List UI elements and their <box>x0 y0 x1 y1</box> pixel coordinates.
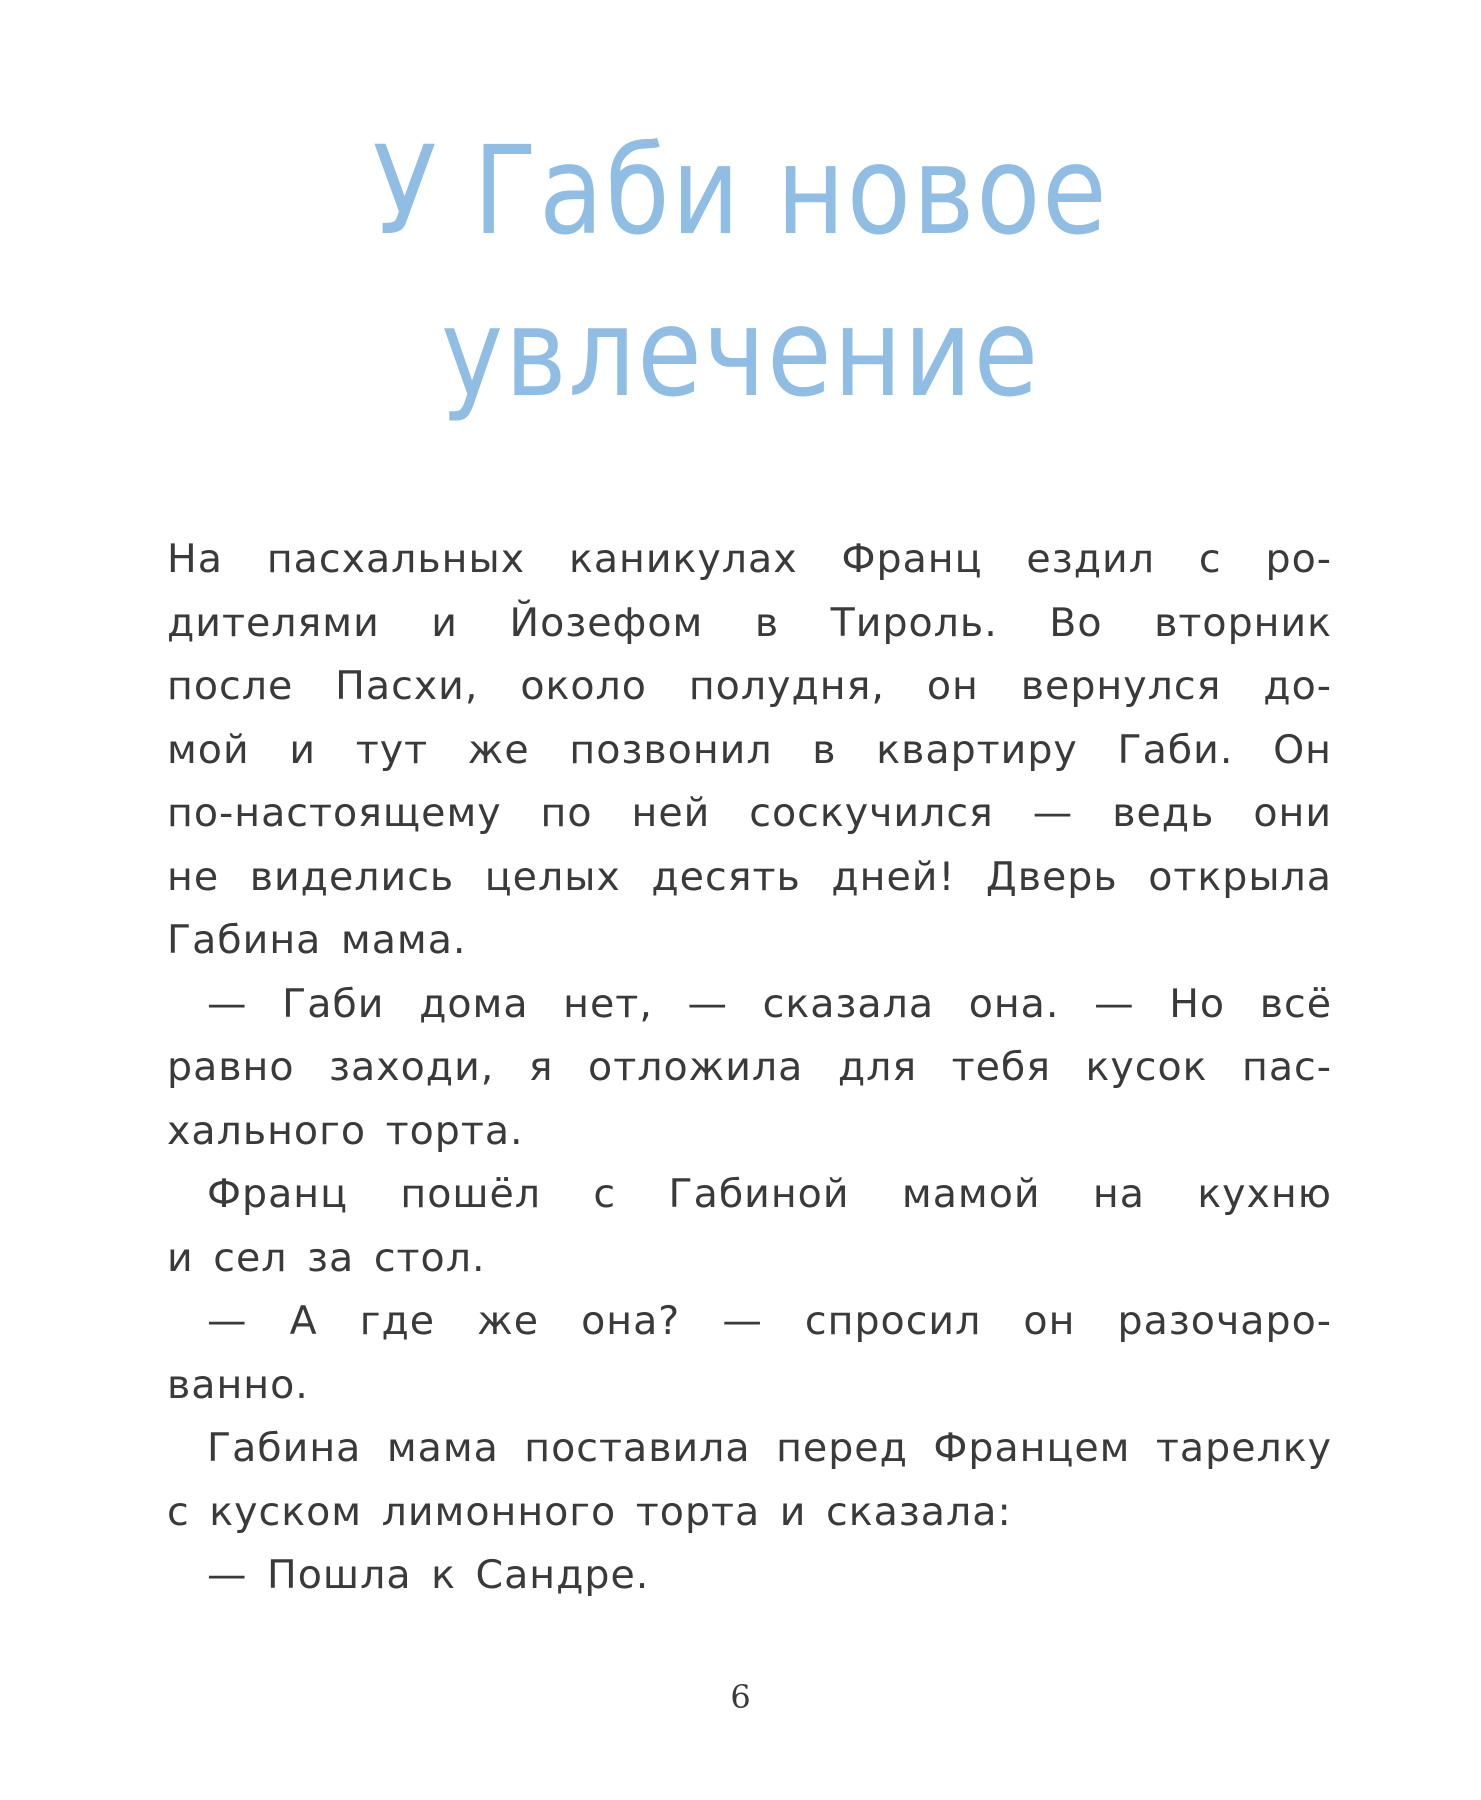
page-number: 6 <box>730 1678 751 1716</box>
body-text <box>167 528 1332 1608</box>
paragraph-5 <box>167 1417 1332 1544</box>
text-line: ванно. <box>167 1361 309 1408</box>
paragraph-1 <box>167 528 1332 973</box>
text-line: после Пасхи, около полудня, он вернулся до- <box>167 663 1332 709</box>
text-line: не виделись целых десять дней! Дверь открыла <box>167 853 1332 900</box>
chapter-title-line-1: У Габи новое <box>372 120 1109 262</box>
text-line: равно заходи, я отложила для тебя кусок пас- <box>167 1044 1332 1090</box>
text-line: по-настоящему по ней соскучился — ведь они <box>167 790 1332 836</box>
chapter-title <box>104 110 1378 434</box>
text-line: Франц пошёл с Габиной мамой на кухню <box>207 1171 1332 1217</box>
text-line: дителями и Йозефом в Тироль. Во вторник <box>167 599 1332 646</box>
text-line: Габина мама поставила перед Францем тарелку <box>207 1425 1332 1471</box>
text-line: хального торта. <box>167 1107 524 1154</box>
paragraph-3 <box>167 1163 1332 1290</box>
chapter-title-line-2: увлечение <box>441 282 1040 424</box>
text-line: На пасхальных каникулах Франц ездил с ро- <box>167 536 1332 582</box>
text-line: с куском лимонного торта и сказала: <box>167 1488 1012 1535</box>
text-line: — А где же она? — спросил он разочаро- <box>207 1298 1332 1344</box>
text-line: — Пошла к Сандре. <box>207 1552 650 1598</box>
paragraph-4 <box>167 1290 1332 1417</box>
text-line: и сел за стол. <box>167 1234 486 1281</box>
text-line: — Габи дома нет, — сказала она. — Но всё <box>207 980 1332 1027</box>
text-line: Габина мама. <box>167 917 467 963</box>
text-line: мой и тут же позвонил в квартиру Габи. Он <box>167 726 1332 773</box>
paragraph-2 <box>167 973 1332 1164</box>
paragraph-6 <box>167 1544 1332 1608</box>
